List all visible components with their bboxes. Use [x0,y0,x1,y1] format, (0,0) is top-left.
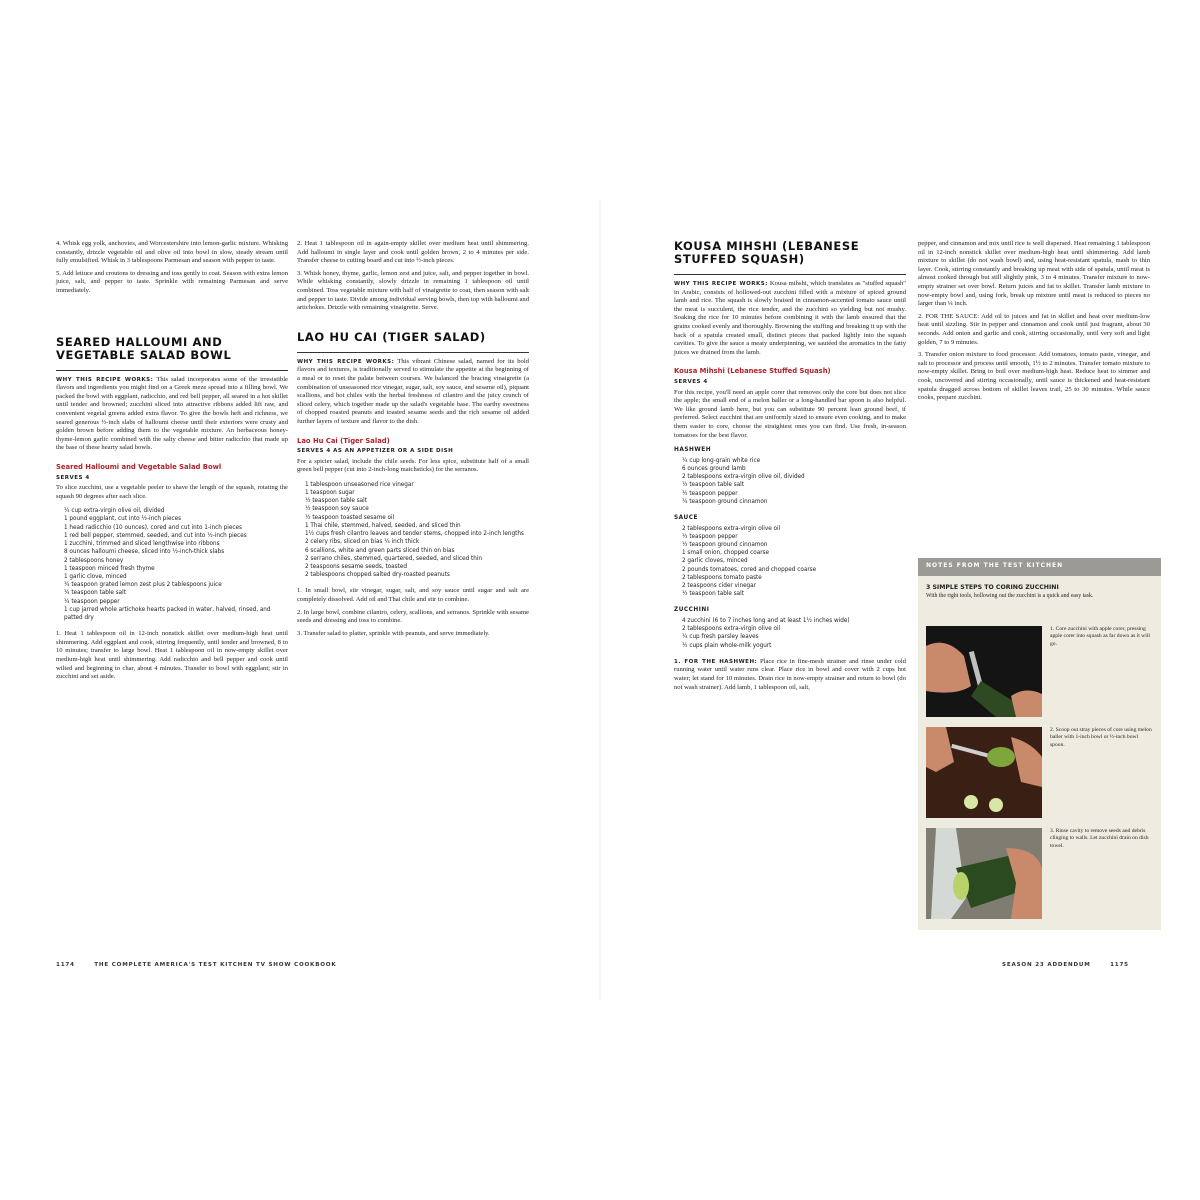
ingredient: 2 garlic cloves, minced [682,558,748,565]
ingredient-group-label: ZUCCHINI [674,607,710,614]
ingredient: 1 head radicchio (10 ounces), cored and cut into 1-inch pieces [64,524,242,531]
ingredient: 1 tablespoon unseasoned rice vinegar [305,481,414,488]
ingredient: ¼ teaspoon pepper [64,598,120,605]
divider [56,370,288,371]
ingredient-group-label: SAUCE [674,514,698,521]
sidebar-heading: NOTES FROM THE TEST KITCHEN [918,558,1161,576]
recipe-step: 1. In small bowl, stir vinegar, sugar, salt, and soy sauce until sugar and salt are completely dissolved. Add oil and Thai chile and stir to combine. [297,587,529,603]
ingredient: 1 pound eggplant, cut into ½-inch pieces [64,516,182,523]
recipe-step: 1. Heat 1 tablespoon oil in 12-inch nonstick skillet over medium-high heat until shimmering. Add eggplant and cook, stirring frequently, until tender and browned, 8 to 10 minutes; transfer to large bowl. Heat 1 tablespoon oil in now-empty skillet over medium-high heat until shimmering. Add radicchio and bell pepper and cook until wilted and beginning to char, about 4 minutes. Transfer to bowl with eggplant; stir in zucchini and set aside. [56,630,288,681]
ingredient: ½ cups plain whole-milk yogurt [682,642,772,649]
right-page-footer [1002,962,1129,968]
ingredient: ¼ cup long-grain white rice [682,457,761,464]
ingredient: 1½ cups fresh cilantro leaves and tender stems, chopped into 2-inch lengths [305,531,524,538]
ingredient-list [674,525,906,599]
coring-step-2 [926,727,1154,818]
ingredient: 2 tablespoons tomato paste [682,574,762,581]
recipe-note: To slice zucchini, use a vegetable peeler to shave the length of the squash, rotating the squash 90 degrees after each slice. [56,484,288,500]
page-gutter [599,200,601,1000]
sidebar-intro: With the right tools, hollowing out the zucchini is a quick and easy task. [926,593,1094,599]
ingredient: 2 tablespoons extra-virgin olive oil [682,626,781,633]
right-page-column-2 [918,240,1150,407]
step-caption: 2. Scoop out stray pieces of core using melon baller with 1-inch bowl or ½-inch bowl spoon. [1050,727,1152,748]
left-page-column-1 [56,240,288,686]
recipe-step: 2. In large bowl, combine cilantro, celery, scallions, and serranos. Sprinkle with sesame seeds and dressing and toss to combine. [297,608,529,625]
ingredient: ½ teaspoon table salt [682,482,744,489]
ingredient: 1 teaspoon minced fresh thyme [64,565,155,572]
serves-label: SERVES 4 [56,474,90,481]
ingredient: ¼ teaspoon table salt [64,590,126,597]
ingredient: 1 zucchini, trimmed and sliced lengthwise into ribbons [64,541,220,548]
ingredient: 6 ounces ground lamb [682,465,746,472]
ingredient-list [674,617,906,650]
recipe-title: LAO HU CAI (TIGER SALAD) [297,329,486,344]
ingredient: ½ teaspoon table salt [305,498,367,505]
ingredient-list [674,457,906,506]
ingredient: ¼ teaspoon grated lemon zest plus 2 tablespoons juice [64,582,222,589]
ingredient: 2 tablespoons extra-virgin olive oil [682,525,781,532]
ingredient: ¼ teaspoon ground cinnamon [682,498,768,505]
ingredient: 2 tablespoons chopped salted dry-roasted peanuts [305,572,450,579]
page-number: 1175 [1110,962,1129,968]
ingredient: 2 celery ribs, sliced on bias ¼ inch thick [305,539,420,546]
recipe-step: 1. FOR THE HASHWEH: Place rice in fine-mesh strainer and rinse under cold running water until water runs clear. Place rice in bowl and cover with 2 cups hot water; let stand for 10 minutes. Drain rice in now-empty strainer and return to bowl (do not wash strainer). Add lamb, 1 tablespoon oil, salt, [674,657,906,691]
coring-step-3 [926,828,1154,919]
ingredient: 1 Thai chile, stemmed, halved, seeded, and sliced thin [305,522,461,529]
right-page-column-1 [674,236,906,696]
serves-label: SERVES 4 [674,378,708,385]
left-page-column-2 [297,240,529,642]
ingredient: ¼ cup extra-virgin olive oil, divided [64,508,165,515]
apple-corer-photo [926,626,1042,717]
ingredient: 2 tablespoons extra-virgin olive oil, divided [682,474,805,481]
divider [297,352,529,353]
rinse-photo [926,828,1042,919]
ingredient: ½ teaspoon pepper [682,533,738,540]
ingredient: 6 scallions, white and green parts sliced thin on bias [305,547,455,554]
why-this-works: WHY THIS RECIPE WORKS: This salad incorporates some of the irresistible flavors and ingredients you might find on a Greek meze spread into a filling bowl. We packed the bowl with eggplant, radicchio, and red bell pepper, all seared in a hot skillet until tender and browned; zucchini sliced into attractive ribbons added lift raw, and convenient vegetal greens added extra flavor. To give the bowls heft and richness, we seared generous ½-inch slabs of halloumi cheese until their exteriors were crusty and golden brown before adding them to the vegetable mixture. An herbaceous honey-thyme-lemon garlic combined with the salty cheese and bitter radicchio that made up the base of these hearty salad bowls. [56,375,288,452]
ingredient: 2 serrano chiles, stemmed, quartered, seeded, and sliced thin [305,555,483,562]
recipe-subtitle: Kousa Mihshi (Lebanese Stuffed Squash) [674,367,831,376]
recipe-note: For this recipe, you'll need an apple corer that removes only the core but does not slice the apple; the small end of a melon baller or a long-handled bar spoon is also helpful. We like ground lamb here, but you can substitute 90 percent lean ground beef, if preferred. Select zucchini that are uniformly sized to ensure even cooking, and to make them easier to core, choose the straightest ones you can find. Use fresh, in-season tomatoes for the best flavor. [674,388,906,439]
why-this-works: WHY THIS RECIPE WORKS: This vibrant Chinese salad, named for its bold flavors and textures, is traditionally served to stimulate the appetite at the beginning of a meal or to reset the palate between courses. We balanced the bracing vinaigrette (a combination of unseasoned rice vinegar, sugar, salt, soy sauce, and sesame oil), piquant scallions, and hot chiles with the herbal freshness of cilantro and the juicy crunch of sliced celery, which together made up the salad's vegetable base. The earthy sweetness of chopped roasted peanuts and toasted sesame seeds and the rich sesame oil added further layers of texture and flavor to the dish. [297,357,529,425]
recipe-title: SEARED HALLOUMI AND VEGETABLE SALAD BOWL [56,334,232,362]
paragraph: 2. Heat 1 tablespoon oil in again-empty skillet over medium heat until shimmering. Add halloumi in single layer and cook until golden brown, 2 to 4 minutes per side. Transfer cheese to cutting board and cut into ½-inch pieces. [297,240,529,265]
ingredient: 2 tablespoons honey [64,557,124,564]
recipe-title: KOUSA MIHSHI (LEBANESE STUFFED SQUASH) [674,239,860,266]
recipe-subtitle: Seared Halloumi and Vegetable Salad Bowl [56,462,222,471]
ingredient-list [297,481,529,579]
ingredient: 1 red bell pepper, stemmed, seeded, and cut into ½-inch pieces [64,532,247,539]
ingredient: 1 garlic clove, minced [64,573,127,580]
ingredient: ½ teaspoon table salt [682,591,744,598]
recipe-step: 3. Transfer onion mixture to food processor. Add tomatoes, tomato paste, vinegar, and salt to processor and process until smooth, 1½ to 2 minutes. Transfer tomato mixture to now-empty skillet. Bring to boil over medium-high heat. Reduce heat to simmer and cook, uncovered and stirring occasionally, until sauce is thickened and heat-resistant spatula dragged across bottom of skillet leaves trail, 25 to 30 minutes. While sauce cooks, prepare zucchini. [918,351,1150,402]
ingredient: 8 ounces halloumi cheese, sliced into ½-inch-thick slabs [64,549,225,556]
melon-baller-photo [926,727,1042,818]
ingredient: 1 cup jarred whole artichoke hearts packed in water, halved, rinsed, and patted dry [64,606,271,621]
ingredient: ¼ cup fresh parsley leaves [682,634,759,641]
recipe-step: 3. Transfer salad to platter, sprinkle with peanuts, and serve immediately. [297,629,490,637]
ingredient: 1 teaspoon sugar [305,490,355,497]
ingredient-list [56,507,288,622]
sidebar-title: 3 SIMPLE STEPS TO CORING ZUCCHINI [926,584,1059,591]
section-title: SEASON 23 ADDENDUM [1002,962,1091,968]
ingredient: 1 small onion, chopped coarse [682,550,769,557]
ingredient: 2 teaspoons cider vinegar [682,582,756,589]
ingredient: 4 zucchini (6 to 7 inches long and at least 1½ inches wide) [682,617,850,624]
notes-from-test-kitchen [918,558,1161,930]
step-caption: 3. Rinse cavity to remove seeds and debris clinging to walls. Let zucchini drain on dish towel. [1050,828,1149,849]
coring-step-1 [926,626,1154,717]
divider [674,274,906,275]
ingredient-group-label: HASHWEH [674,447,712,454]
recipe-subtitle: Lao Hu Cai (Tiger Salad) [297,436,390,445]
recipe-note: For a spicier salad, include the chile seeds. For less spice, substitute half of a small green bell pepper (cut into 2-inch-long matchsticks) for the serranos. [297,457,529,474]
ingredient: ½ teaspoon pepper [682,490,738,497]
book-title: THE COMPLETE AMERICA'S TEST KITCHEN TV SHOW COOKBOOK [94,962,337,968]
left-page-footer [56,962,337,968]
recipe-step: 2. FOR THE SAUCE: Add oil to juices and fat in skillet and heat over medium-low heat until sizzling. Stir in pepper and cinnamon and cook until just fragrant, about 30 seconds. Add onion and garlic and cook, stirring occasionally, until very soft and light golden, 7 to 9 minutes. [918,312,1150,346]
ingredient: ½ teaspoon ground cinnamon [682,541,768,548]
paragraph: 3. Whisk honey, thyme, garlic, lemon zest and juice, salt, and pepper together in bowl. While whisking constantly, slowly drizzle in remaining 1 tablespoon oil until combined. Toss vegetable mixture with half of vinaigrette to coat, then season with salt and pepper to taste. Divide among individual serving bowls, then top with halloumi and artichokes. Drizzle with remaining vinaigrette. Serve. [297,269,529,312]
ingredient: ½ teaspoon soy sauce [305,506,369,513]
step-caption: 1. Core zucchini with apple corer, pressing apple corer into squash as far down as it will go. [1050,626,1150,647]
page-number: 1174 [56,962,75,968]
ingredient: 2 teaspoons sesame seeds, toasted [305,563,407,570]
serves-label: SERVES 4 AS AN APPETIZER OR A SIDE DISH [297,448,454,455]
paragraph: 5. Add lettuce and croutons to dressing and toss gently to coat. Season with extra lemon juice, salt, and pepper to taste. Sprinkle with remaining Parmesan and serve immediately. [56,269,288,294]
recipe-step: pepper, and cinnamon and mix until rice is well dispersed. Heat remaining 1 tablespoon oil in 12-inch nonstick skillet over medium-high heat until shimmering. Add lamb mixture to skillet (do not wash bowl) and, using heat-resistant spatula, mash to thin layer. Cook, stirring constantly and breaking up meat with side of spatula, until meat is almost cooked through but still slightly pink, 3 to 4 minutes. Transfer mixture to now-empty strainer set over bowl. Return juices and fat to skillet. Transfer lamb mixture to now-empty bowl and, using fork, break up mixture until meat is reduced to pieces no larger than ¼ inch. [918,240,1150,308]
why-this-works: WHY THIS RECIPE WORKS: Kousa mihshi, which translates as "stuffed squash" in Arabic, consists of hollowed-out zucchini filled with a mixture of spiced ground lamb and rice. The squash is slowly braised in cinnamon-accented tomato sauce until the meat is succulent, the rice tender, and the zucchini so yielding but not mushy. Soaking the rice for 10 minutes before combining it with the lamb ensured that the grains cooked evenly and thoroughly. Browning the stuffing and breaking it up with the back of a spatula created small, distinct pieces that packed lightly into the squash cavities. To give the sauce a meaty underpinning, we sautéed the aromatics in the fatty juices we drained from the lamb. [674,280,906,356]
ingredient: ½ teaspoon toasted sesame oil [305,514,395,521]
ingredient: 2 pounds tomatoes, cored and chopped coarse [682,566,817,573]
paragraph: 4. Whisk egg yolk, anchovies, and Worcestershire into lemon-garlic mixture. Whisking constantly, drizzle vegetable oil and olive oil into bowl in slow, steady stream until fully emulsified. Whisk in 3 tablespoons Parmesan and season with pepper to taste. [56,240,288,265]
